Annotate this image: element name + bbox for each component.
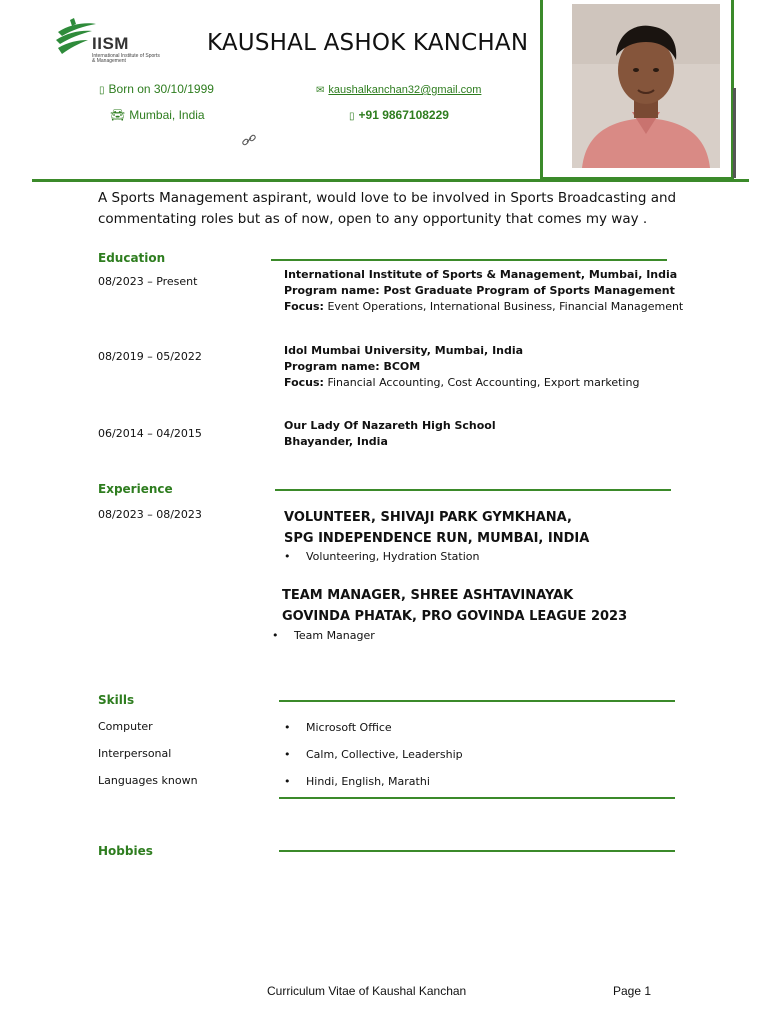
education-entry xyxy=(284,343,639,391)
logo-subtitle: International Institute of Sports & Management xyxy=(92,53,160,64)
focus-label: Focus: xyxy=(284,300,324,313)
experience-title-line: SPG INDEPENDENCE RUN, MUMBAI, INDIA xyxy=(284,531,590,546)
education-institution: Idol Mumbai University, Mumbai, India xyxy=(284,344,524,357)
skill-label: Interpersonal xyxy=(98,747,172,760)
skills-divider xyxy=(279,700,675,702)
page-number: Page 1 xyxy=(613,984,652,998)
skills-heading: Skills xyxy=(98,693,135,707)
education-entry xyxy=(284,418,496,450)
iism-logo xyxy=(52,18,162,68)
education-program: Program name: BCOM xyxy=(284,360,421,373)
skill-label: Languages known xyxy=(98,774,198,787)
education-date: 06/2014 – 04/2015 xyxy=(98,427,202,440)
skill-value: • Microsoft Office xyxy=(284,721,392,734)
link-icon[interactable] xyxy=(241,132,257,148)
experience-bullet-text: Team Manager xyxy=(294,629,375,642)
profile-photo xyxy=(572,4,720,168)
education-program: Program name: Post Graduate Program of Sports Management xyxy=(284,284,675,297)
education-date: 08/2023 – Present xyxy=(98,275,198,288)
mobile-icon: ▯ xyxy=(349,111,355,122)
education-location: Bhayander, India xyxy=(284,435,388,448)
location-line xyxy=(110,108,205,122)
born-text: Born on 30/10/1999 xyxy=(108,82,214,96)
skill-value-text: Microsoft Office xyxy=(306,721,392,734)
experience-bullet-text: Volunteering, Hydration Station xyxy=(306,550,480,563)
skill-value: • Hindi, English, Marathi xyxy=(284,775,430,788)
skill-label: Computer xyxy=(98,720,153,733)
experience-date: 08/2023 – 08/2023 xyxy=(98,508,202,521)
summary-text: A Sports Management aspirant, would love to be involved in Sports Broadcasting and commentating roles but as of now, open to any opportunity that comes my way . xyxy=(98,190,677,227)
location-text: Mumbai, India xyxy=(129,108,205,122)
education-entry xyxy=(284,267,683,315)
experience-title xyxy=(282,585,627,627)
email-link[interactable]: kaushalkanchan32@gmail.com xyxy=(328,84,482,96)
skill-value-text: Calm, Collective, Leadership xyxy=(306,748,463,761)
experience-divider xyxy=(275,489,671,491)
logo-abbr: IISM xyxy=(92,34,129,53)
phone-icon: ▯ xyxy=(99,85,105,96)
experience-title-line: GOVINDA PHATAK, PRO GOVINDA LEAGUE 2023 xyxy=(282,609,628,624)
experience-title-line: VOLUNTEER, SHIVAJI PARK GYMKHANA, xyxy=(284,510,572,525)
email-icon: ✉︎ xyxy=(316,85,325,96)
experience-title xyxy=(284,507,589,549)
skill-value: • Calm, Collective, Leadership xyxy=(284,748,463,761)
footer-text: Curriculum Vitae of Kaushal Kanchan xyxy=(267,984,467,998)
candidate-name: KAUSHAL ASHOK KANCHAN xyxy=(207,30,529,56)
experience-heading: Experience xyxy=(98,482,173,496)
experience-bullet: • Team Manager xyxy=(272,629,375,642)
car-icon: 🚘︎ xyxy=(110,108,126,122)
hobbies-heading: Hobbies xyxy=(98,844,153,858)
education-institution: International Institute of Sports & Management, Mumbai, India xyxy=(284,268,678,281)
education-institution: Our Lady Of Nazareth High School xyxy=(284,419,496,432)
header-divider xyxy=(32,179,749,182)
experience-bullet: • Volunteering, Hydration Station xyxy=(284,550,480,563)
experience-title-line: TEAM MANAGER, SHREE ASHTAVINAYAK xyxy=(282,588,574,603)
phone-line xyxy=(349,108,449,122)
born-line xyxy=(99,82,214,96)
hobbies-divider xyxy=(279,850,675,852)
photo-frame-edge xyxy=(733,88,736,178)
phone-text: +91 9867108229 xyxy=(358,108,449,122)
education-focus: Event Operations, International Business, Financial Management xyxy=(327,300,684,313)
skill-value-text: Hindi, English, Marathi xyxy=(306,775,430,788)
education-divider xyxy=(271,259,667,261)
education-heading: Education xyxy=(98,251,166,265)
email-line xyxy=(316,82,481,96)
education-date: 08/2019 – 05/2022 xyxy=(98,350,202,363)
focus-label: Focus: xyxy=(284,376,324,389)
education-focus: Financial Accounting, Cost Accounting, Export marketing xyxy=(327,376,640,389)
skills-bottom-divider xyxy=(279,797,675,799)
